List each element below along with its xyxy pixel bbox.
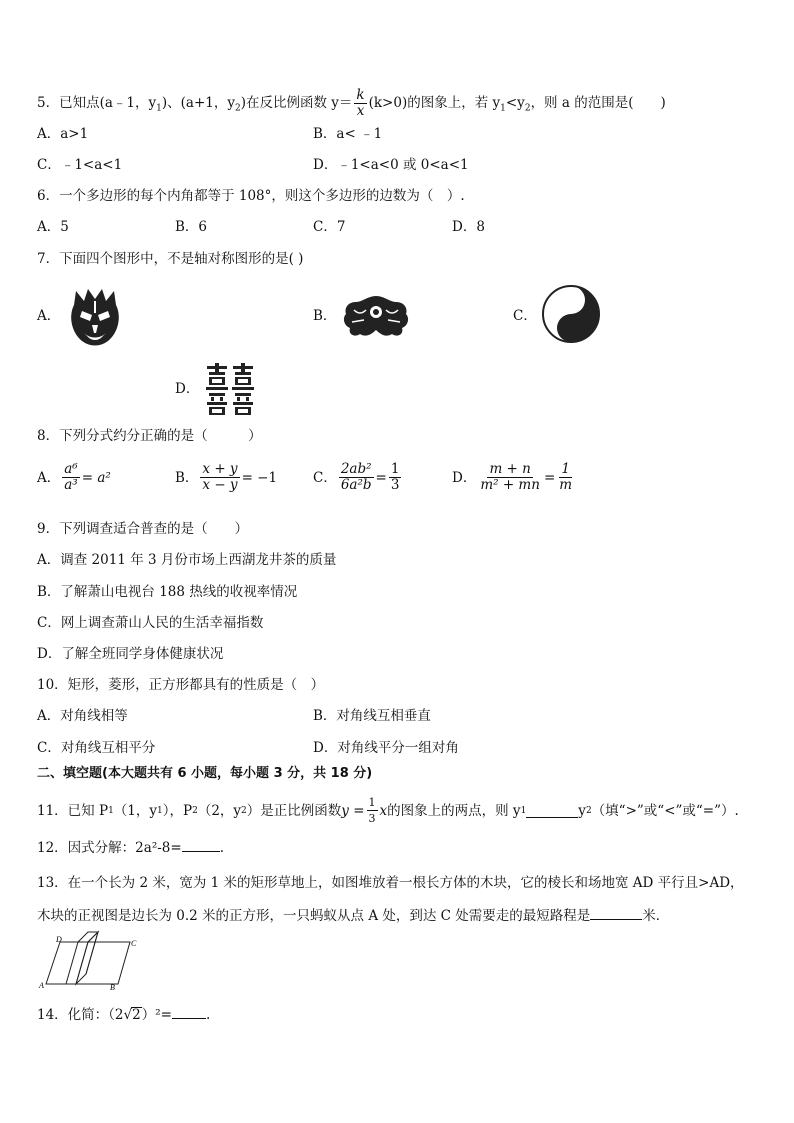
q7-option-a[interactable]: A． — [37, 308, 61, 324]
q10-option-b[interactable]: B．对角线互相垂直 — [313, 708, 431, 724]
q11-answer-blank[interactable] — [526, 803, 578, 818]
q13-line1: 13．在一个长为 2 米，宽为 1 米的矩形草地上，如图堆放着一根长方体的木块，它的棱长和场地宽 AD 平行且>AD， — [37, 875, 744, 891]
q13-answer-blank[interactable] — [590, 905, 642, 920]
q6-option-a[interactable]: A．5 — [37, 219, 69, 235]
q5-option-d[interactable]: D．﹣1<a<0 或 0<a<1 — [313, 157, 469, 173]
figure-label-c: C — [131, 939, 137, 948]
q7-option-b[interactable]: B． — [313, 308, 337, 324]
section-heading: 二、填空题(本大题共有 6 小题，每小题 3 分，共 18 分) — [37, 766, 373, 781]
q10-option-a[interactable]: A．对角线相等 — [37, 708, 128, 724]
figure-label-a: A — [39, 981, 44, 990]
q10-option-c[interactable]: C．对角线互相平分 — [37, 740, 156, 756]
q5-stem: 5．已知点(a﹣1，$y_1$)、(a+1，$y_2$)在反比例函数 y＝ $\frac{k}{x}$ (k>0)的图象上，若 $y_1<y_2$，则 a 的范围是( ) — [37, 87, 666, 119]
q5-option-c[interactable]: C．﹣1<a<1 — [37, 157, 123, 173]
q9-stem: 9．下列调查适合普查的是（ ） — [37, 521, 249, 537]
q8-option-d[interactable]: D． $\frac{m + n}{\text{m² + mn}}$ = $\frac{1}{m}$ — [452, 461, 573, 493]
q8-option-a[interactable]: A． $\frac{\text{a⁶}}{\text{a³}}$ = a² — [37, 461, 111, 493]
q7-option-d[interactable]: D． — [175, 381, 200, 397]
q9-option-d[interactable]: D．了解全班同学身体健康状况 — [37, 646, 224, 662]
q8-option-c[interactable]: C． $\frac{\text{2ab²}}{\text{6a²b}}$ = $\frac{1}{3}$ — [313, 461, 400, 493]
q8-option-b[interactable]: B． $\frac{x + y}{x - y}$ = −1 — [175, 461, 278, 493]
figure-label-b: B — [110, 983, 115, 990]
q6-stem: 6．一个多边形的每个内角都等于 108°，则这个多边形的边数为（ ）. — [37, 188, 465, 204]
q14-answer-blank[interactable] — [172, 1004, 206, 1019]
q9-option-c[interactable]: C．网上调查萧山人民的生活幸福指数 — [37, 615, 264, 631]
q5-fraction: $\frac{k}{x}$ — [356, 87, 365, 119]
figure-label-d: D — [56, 935, 62, 944]
yin-yang-icon — [541, 284, 601, 344]
q11-stem: 11．已知 P 1 （1，y 1 ），P 2 （2，y 2 ）是正比例函数 y = $\frac{1}{3}$ x 的图象上的两点，则 y 1 y 2 （填“>”或“<”或“=”）. — [37, 796, 739, 825]
q5-option-a[interactable]: A．a>1 — [37, 126, 89, 142]
q10-stem: 10．矩形，菱形，正方形都具有的性质是（ ） — [37, 677, 325, 693]
wood-block-figure — [38, 928, 138, 990]
twin-dragon-icon — [340, 292, 412, 340]
q12-stem: 12．因式分解：2a²-8= . — [37, 837, 224, 857]
q6-option-b[interactable]: B．6 — [175, 219, 208, 235]
q6-option-d[interactable]: D．8 — [452, 219, 485, 235]
q5-option-b[interactable]: B．a< ﹣1 — [313, 126, 383, 142]
q7-option-c[interactable]: C． — [513, 308, 537, 324]
q9-option-b[interactable]: B．了解萧山电视台 188 热线的收视率情况 — [37, 584, 298, 600]
q13-line2: 木块的正视图是边长为 0.2 米的正方形，一只蚂蚁从点 A 处，到达 C 处需要走的最短路程是 米． — [37, 905, 669, 925]
q10-option-d[interactable]: D．对角线平分一组对角 — [313, 740, 459, 756]
opera-mask-icon — [66, 287, 124, 347]
q14-stem: 14．化简：（2√2）²= . — [37, 1004, 210, 1024]
q9-option-a[interactable]: A．调查 2011 年 3 月份市场上西湖龙井茶的质量 — [37, 552, 337, 568]
q6-option-c[interactable]: C．7 — [313, 219, 346, 235]
q8-stem: 8．下列分式约分正确的是（ ） — [37, 428, 262, 444]
q12-answer-blank[interactable] — [182, 837, 220, 852]
double-happiness-icon — [204, 363, 256, 415]
q7-stem: 7．下面四个图形中，不是轴对称图形的是( ) — [37, 251, 304, 267]
